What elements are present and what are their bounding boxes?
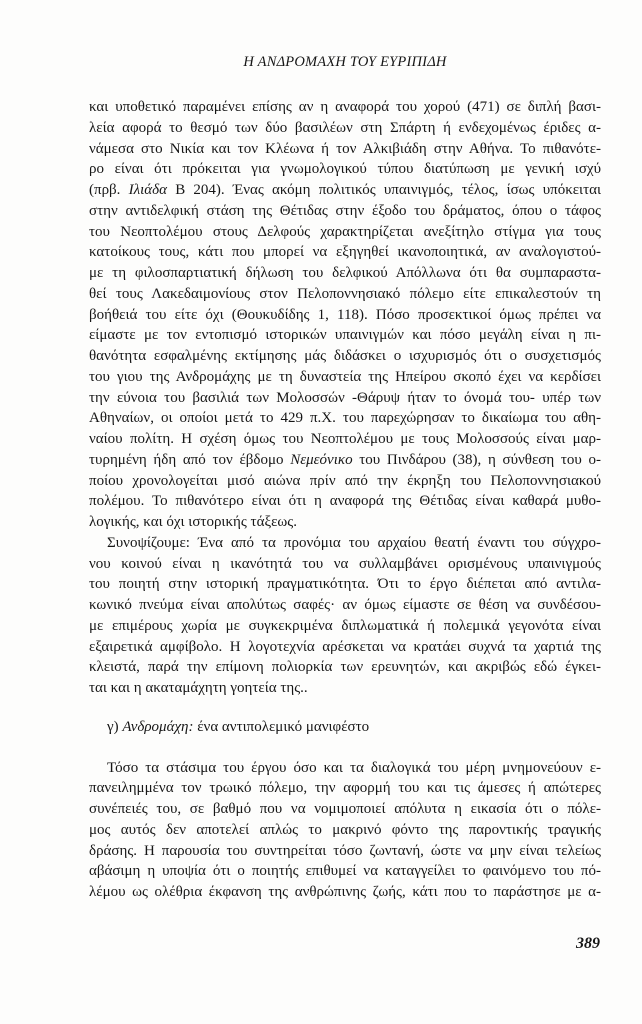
text-line: Συνοψίζουμε: Ένα από τα προνόμια του αρχαίου θεατή έναντι του σύγχρο- [107,534,601,551]
text-line: εξαιρετικά αμφίβολο. Η λογοτεχνία αρέσκεται να κρατάει συχνά τα χαρτιά της [89,638,601,655]
text-line: ναίου πολίτη. Η σχέση όμως του Νεοπτολέμου με τους Μολοσσούς είναι μαρ- [89,431,601,447]
italic-title: Ιλιάδα [128,182,168,198]
text-line: αβάσιμη η υποψία ότι ο ποιητής επιθυμεί να καταγγείλει το φαινόμενο του πό- [89,863,601,880]
text-line: ται και η ακαταμάχητη γοητεία της.. [89,680,308,696]
section-number: γ) [107,718,119,735]
text-segment: του Πινδάρου (38), η σύνθεση του ο- [352,451,602,468]
text-line: και υποθετικό παραμένει επίσης αν η αναφορά του χορού (471) σε διπλή βασι- [89,99,601,115]
text-line: πολέμου. Το πιθανότερο είναι ότι η αναφορά της Θέτιδας είναι καθαρά μυθο- [89,493,601,510]
text-line: λογικής, και όχι ιστορικής τάξεως. [89,514,297,530]
text-line: στην αντιδελφική στάση της Θέτιδας στην έξοδο του δράματος, όπου ο τάφος [89,202,601,219]
text-line: ποίου χρονολογείται μισό αιώνα πρίν από την έκρηξη του Πελοποννησιακού [89,472,601,489]
paragraph-2 [89,533,601,699]
text-line: μος αυτός δεν αποτελεί απλώς το μακρινό φόντο της παροντικής τραγικής [89,821,601,838]
section-subtitle: ένα αντιπολεμικό μανιφέστο [197,718,370,735]
text-line: νου κοινού είναι η ικανότητά του να συλλαμβάνει ορισμένους υπαινιγμούς [89,555,601,572]
text-line: του γιου της Ανδρομάχης με τη δυναστεία της Ηπείρου σκοπό έχει να κερδίσει [89,368,601,385]
text-line: λεία αφορά το θεσμό των δύο βασιλέων στη Σπάρτη ή ενδεχομένως έριδες α- [89,119,601,136]
italic-title: Νεμεόνικο [290,451,353,468]
text-segment: τυρημένη ήδη από τον έβδομο [89,451,291,468]
text-line: με επιμέρους χωρία με συγκεκριμένα διπλωματικά ή πολεμικά γεγονότα είναι [89,617,601,634]
text-line [89,450,601,471]
text-line: Αθηναίων, οι οποίοι μετά το 429 π.Χ. του παρεχώρησαν το δικαίωμα του αθη- [89,410,601,427]
text-line: λέμου ως ολέθρια έκφανση της ανθρώπινης ζωής, κάτι που το παράστησε με α- [89,884,601,900]
text-line: συνέπειές του, σε βαθμό που να νομιμοποιεί απόλυτα η εικασία ότι ο πόλε- [89,801,601,817]
text-line: νάμεσα στο Νικία και τον Κλέωνα ή τον Αλκιβιάδη στην Αθήνα. Το πιθανότε- [89,140,601,157]
text-line: με τη φιλοσπαρτιατική δήλωση του δελφικού Απόλλωνα ότι θα συμπαραστα- [89,265,601,281]
body-text [89,97,601,903]
running-head: Η ΑΝΔΡΟΜΑΧΗ ΤΟΥ ΕΥΡΙΠΙΔΗ [243,54,447,70]
page-number: 389 [576,935,600,952]
paragraph-3 [89,758,601,903]
text-line [89,180,601,201]
text-line: βοήθειά του είτε όχι (Θουκυδίδης 1, 118). Πόσο προσεκτικοί όμως πρέπει να [89,306,601,323]
text-line: είμαστε με τον εντοπισμό ιστορικών υπαινιγμών και πόσο μεγάλη είναι η πι- [89,327,601,344]
section-title: Ανδρομάχη: [122,718,194,735]
text-line: κλειστά, παρά την επίμονη πολιορκία των ερευνητών, και ακριβώς εδώ έγκει- [89,659,601,676]
text-line: ρο είναι ότι πρόκειται για γνωμολογικού τύπου διατύπωση με γενική ισχύ [89,161,601,178]
text-line: πανειλημμένα τον τρωικό πόλεμο, την αφορμή του και τις άμεσες ή απώτερες [89,780,601,797]
text-line: κωνικό πνεύμα είναι απολύτως σαφές· αν όμως είμαστε σε θέση να συνδέσου- [89,597,601,613]
paragraph-1 [89,97,601,533]
text-segment: (πρβ. [89,182,129,198]
text-line: θανότητα εσφαλμένης εκτίμησης μάς διδάσκει ο ισχυρισμός ότι ο συσχετισμός [89,348,601,364]
text-line: κατοίκους τους, κάτι που μπορεί να εξηγηθεί ικανοποιητικά, αν αναλογιστού- [89,244,601,261]
text-segment: Β 204). Ένας ακόμη πολιτικός υπαινιγμός, τέλος, ίσως υπόκειται [167,182,602,198]
text-line: θεί τους Λακεδαιμονίους στον Πελοποννησιακό πόλεμο είτε επικαλεστούν τη [89,285,601,302]
text-line: την εύνοια του βασιλιά των Μολοσσών -Θάρυψ ήταν το όνομά του- υπέρ των [89,389,601,406]
text-line: του ποιητή στην ιστορική πραγματικότητα. Ότι το έργο διέπεται από αντιλα- [89,576,601,593]
text-line: δράσης. Η παρουσία του συντηρείται τόσο ζωντανή, ώστε να μην είναι τελείως [89,842,601,859]
text-line: Τόσο τα στάσιμα του έργου όσο και τα διαλογικά του μέρη μνημονεύουν ε- [107,759,601,776]
section-heading [89,717,601,738]
text-line: του Νεοπτολέμου στους Δελφούς χαρακτηρίζεται ανεξίτηλο στίγμα για τους [89,223,601,240]
